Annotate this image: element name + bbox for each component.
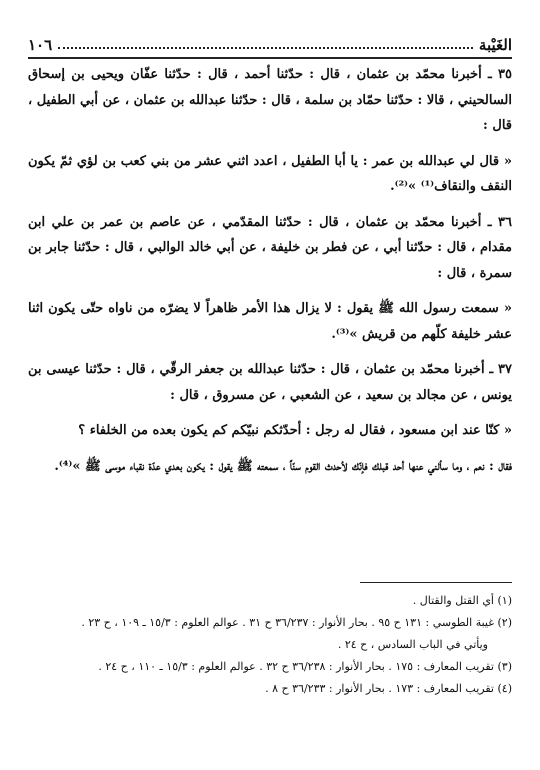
footnote-rule	[360, 582, 512, 583]
hadith-35-chain: ٣٥ ـ أخبرنا محمّد بن عثمان ، قال : حدّثنا أحمد ، قال : حدّثنا عفّان ويحيى بن إسحاق السالحيني ، قالا : حدّثنا حمّاد بن سلمة ، قال : حدّثنا عبدالله بن عثمان ، عن أبي الطفيل ، قال :	[28, 67, 512, 133]
footnote-4: (٤) تقريب المعارف : ١٧٣ . بحار الأنوار : ٣٦/٢٣٣ ح ٨ .	[265, 682, 512, 695]
hadith-37-chain: ٣٧ ـ أخبرنا محمّد بن عثمان ، قال : حدّثنا عبدالله بن جعفر الرقّي ، قال : حدّثنا عيسى بن يونس ، عن مجالد بن سعيد ، عن الشعبي ، عن مسروق ، قال :	[28, 362, 512, 403]
footnote-refs: ⁽⁴⁾.	[54, 458, 73, 474]
running-header	[28, 30, 512, 54]
footnote-3: (٣) تقريب المعارف : ١٧٥ . بحار الأنوار : ٣٦/٢٣٨ ح ٣٢ . عوالم العلوم : ١٥/٣ ـ ١١٠ ، ح ٢٤ .	[98, 660, 512, 673]
footnotes	[28, 590, 512, 700]
hadith-36-chain: ٣٦ ـ أخبرنا محمّد بن عثمان ، قال : حدّثنا المقدّمي ، عن عاصم بن عمر بن علي ابن مقدام ، قال : حدّثنا أبي ، عن فطر بن خليفة ، عن أبي خالد الوالبي ، قال : حدّثنا جابر بن سمرة ، قال :	[28, 214, 512, 281]
page-title: الغَيْبة	[478, 36, 512, 54]
hadith-37-text: « كنّا عند ابن مسعود ، فقال له رجل : أحدّثكم نبيّكم كم يكون بعده من الخلفاء ؟	[78, 423, 512, 438]
hadith-37-continuation: فقال : نعم ، وما سألني عنها أحد قبلك فإنّك لأحدث القوم سنّاً ، سمعته ﷺ يقول : يكون بعدي عدّة نقباء موسى ﷺ »⁽⁴⁾.	[54, 458, 512, 474]
page-body	[28, 62, 512, 479]
page-number: ١٠٦	[28, 36, 53, 54]
hadith-35-text: « قال لي عبدالله بن عمر : يا أبا الطفيل ، اعدد اثني عشر من بني كعب بن لؤي ثمّ يكون النقف والنقاف⁽¹⁾ »⁽²⁾.	[28, 153, 512, 194]
footnote-1: (١) أي القتل والقتال .	[412, 594, 512, 607]
hadith-36-text: « سمعت رسول الله ﷺ يقول : لا يزال هذا الأمر ظاهراً لا يضرّه من ناواه حتّى يكون اثنا عشر خليفة كلّهم من قريش »⁽³⁾.	[28, 301, 512, 342]
leader-dots	[58, 46, 473, 49]
footnote-refs: ⁽³⁾.	[331, 326, 350, 342]
footnote-refs: ⁽¹⁾ »⁽²⁾.	[390, 179, 435, 194]
footnote-2: (٢) غيبة الطوسي : ١٣١ ح ٩٥ . بحار الأنوار : ٣٦/٢٣٧ ح ٣١ . عوالم العلوم : ١٥/٣ ـ ١٠٩ ، ح ٢٣ .	[81, 616, 512, 629]
header-rule	[28, 57, 512, 59]
footnote-2-continuation: ويأتي في الباب السادس ، ح ٢٤ .	[337, 638, 488, 651]
